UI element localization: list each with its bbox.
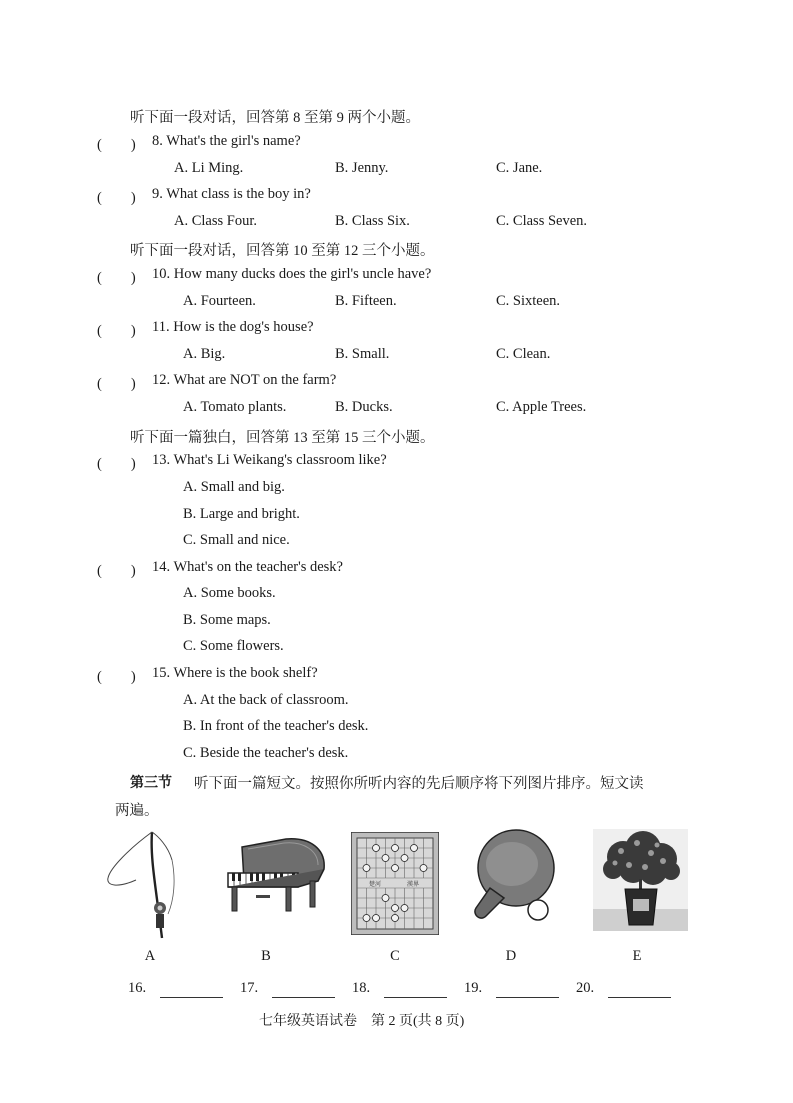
option-a: A. Tomato plants. [183,399,287,415]
answer-bracket[interactable]: ( ) [97,137,136,153]
section-intro-3: 听下面一篇独白，回答第 13 至第 15 三个小题。 [130,430,435,446]
option-b: B. In front of the teacher's desk. [183,718,369,734]
option-c: C. Sixteen. [496,293,561,309]
question-12: 12. What are NOT on the farm? [152,372,337,388]
answer-number-18: 18. [352,980,371,996]
question-11: 11. How is the dog's house? [152,319,314,335]
option-b: B. Jenny. [335,160,389,176]
answer-bracket[interactable]: ( ) [97,323,136,339]
chess-label-hanjie: 漢界 [407,881,420,888]
option-c: C. Class Seven. [496,213,588,229]
picture-label-b: B [261,948,271,964]
section-intro-1: 听下面一段对话，回答第 8 至第 9 两个小题。 [130,110,420,126]
option-c: C. Apple Trees. [496,399,587,415]
fishing-rod-icon [100,828,190,940]
answer-bracket[interactable]: ( ) [97,270,136,286]
part-instructions-line1: 听下面一篇短文。按照你所听内容的先后顺序将下列图片排序。短文读 [194,776,644,792]
section-intro-2: 听下面一段对话，回答第 10 至第 12 三个小题。 [130,243,435,259]
piano-icon [222,835,329,915]
option-b: B. Small. [335,346,390,362]
answer-blank-19[interactable] [496,997,559,998]
picture-label-d: D [505,948,517,964]
page-footer: 七年级英语试卷 第 2 页(共 8 页) [259,1014,465,1029]
question-8: 8. What's the girl's name? [152,133,301,149]
potted-flower-icon [593,829,688,931]
option-b: B. Some maps. [183,612,271,628]
option-b: B. Ducks. [335,399,393,415]
answer-bracket[interactable]: ( ) [97,190,136,206]
picture-label-a: A [144,948,156,964]
option-b: B. Class Six. [335,213,410,229]
answer-number-19: 19. [464,980,483,996]
question-9: 9. What class is the boy in? [152,186,311,202]
picture-label-c: C [390,948,400,964]
answer-number-20: 20. [576,980,595,996]
picture-label-e: E [632,948,642,964]
answer-number-17: 17. [240,980,259,996]
part-instructions-line2: 两遍。 [115,803,159,819]
answer-number-16: 16. [128,980,147,996]
question-15: 15. Where is the book shelf? [152,665,318,681]
question-13: 13. What's Li Weikang's classroom like? [152,452,387,468]
option-c: C. Beside the teacher's desk. [183,745,349,761]
option-b: B. Large and bright. [183,506,300,522]
option-c: C. Some flowers. [183,638,284,654]
option-a: A. Small and big. [183,479,285,495]
option-a: A. Class Four. [174,213,257,229]
option-c: C. Clean. [496,346,551,362]
option-a: A. At the back of classroom. [183,692,349,708]
answer-blank-16[interactable] [160,997,223,998]
ping-pong-paddle-icon [470,828,556,928]
question-14: 14. What's on the teacher's desk? [152,559,343,575]
answer-blank-17[interactable] [272,997,335,998]
option-a: A. Some books. [183,585,276,601]
option-b: B. Fifteen. [335,293,397,309]
answer-bracket[interactable]: ( ) [97,456,136,472]
option-a: A. Big. [183,346,226,362]
answer-blank-20[interactable] [608,997,671,998]
answer-bracket[interactable]: ( ) [97,376,136,392]
option-a: A. Li Ming. [174,160,244,176]
question-10: 10. How many ducks does the girl's uncle have? [152,266,432,282]
option-c: C. Jane. [496,160,543,176]
option-a: A. Fourteen. [183,293,256,309]
answer-bracket[interactable]: ( ) [97,563,136,579]
chess-label-chuhe: 楚河 [369,881,382,888]
answer-bracket[interactable]: ( ) [97,669,136,685]
answer-blank-18[interactable] [384,997,447,998]
part-label: 第三节 [130,775,172,791]
chess-board-icon [351,832,439,935]
option-c: C. Small and nice. [183,532,290,548]
